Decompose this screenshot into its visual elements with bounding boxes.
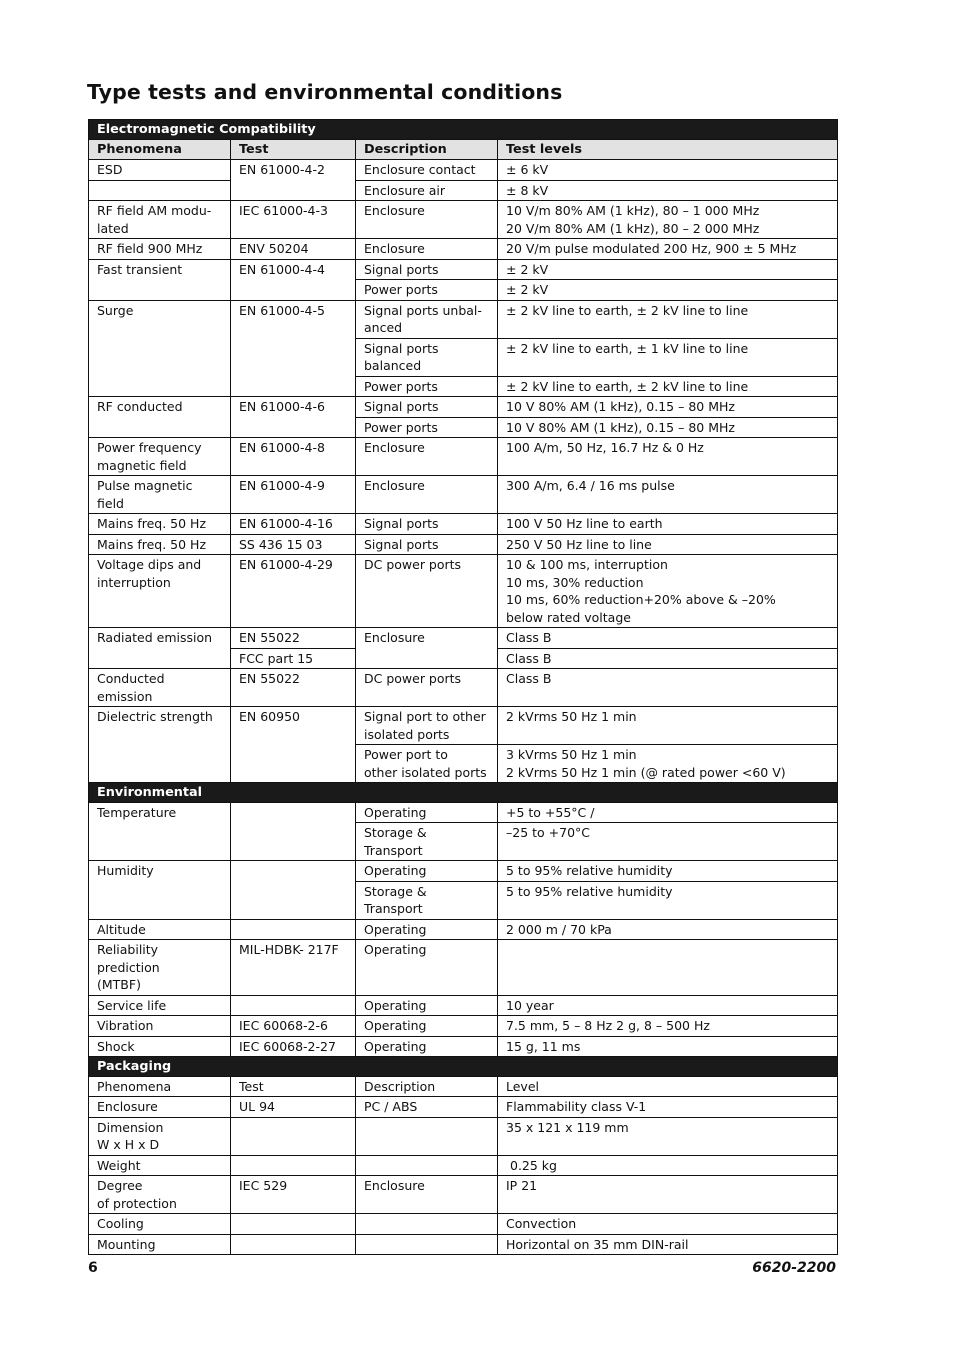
- cell-description: Operating: [356, 861, 498, 882]
- table-row: [89, 555, 838, 628]
- cell-phenomena: Power frequency magnetic field: [89, 438, 231, 476]
- cell-level: 10 year: [498, 995, 838, 1016]
- cell-level: IP 21: [498, 1176, 838, 1214]
- section-header-emc: [89, 120, 838, 140]
- cell-description: Power ports: [356, 280, 498, 301]
- cell-test: IEC 61000-4-3: [231, 201, 356, 239]
- cell-test: [231, 1117, 356, 1155]
- cell-test: EN 61000-4-6: [231, 397, 356, 438]
- cell-level: Level: [498, 1076, 838, 1097]
- cell-level: Class B: [498, 669, 838, 707]
- table-row: [89, 1076, 838, 1097]
- cell-description: Enclosure: [356, 476, 498, 514]
- cell-test: [231, 1234, 356, 1255]
- cell-test: EN 61000-4-29: [231, 555, 356, 628]
- table-row: [89, 1234, 838, 1255]
- cell-phenomena: RF field AM modu- lated: [89, 201, 231, 239]
- section-header-environmental: [89, 783, 838, 803]
- cell-description: DC power ports: [356, 669, 498, 707]
- cell-description: Storage & Transport: [356, 823, 498, 861]
- cell-description: Enclosure: [356, 628, 498, 669]
- cell-description: Enclosure: [356, 239, 498, 260]
- table-row: [89, 1036, 838, 1057]
- cell-test: [231, 1155, 356, 1176]
- cell-level: ± 2 kV line to earth, ± 2 kV line to line: [498, 300, 838, 338]
- table-row: [89, 1117, 838, 1155]
- cell-description: PC / ABS: [356, 1097, 498, 1118]
- cell-phenomena: Mounting: [89, 1234, 231, 1255]
- cell-level: 20 V/m pulse modulated 200 Hz, 900 ± 5 MHz: [498, 239, 838, 260]
- cell-description: Operating: [356, 1036, 498, 1057]
- cell-description: Signal port to other isolated ports: [356, 707, 498, 745]
- table-row: [89, 1176, 838, 1214]
- table-row: [89, 940, 838, 996]
- cell-phenomena: [89, 180, 231, 201]
- cell-test: FCC part 15: [231, 648, 356, 669]
- cell-test: EN 55022: [231, 628, 356, 649]
- cell-description: Enclosure air: [356, 180, 498, 201]
- cell-test: IEC 60068-2-27: [231, 1036, 356, 1057]
- table-row: [89, 534, 838, 555]
- cell-description: Signal ports: [356, 534, 498, 555]
- spec-table: [88, 119, 838, 1255]
- cell-test: MIL-HDBK- 217F: [231, 940, 356, 996]
- cell-test: [231, 995, 356, 1016]
- cell-test: EN 61000-4-8: [231, 438, 356, 476]
- cell-test: [231, 861, 356, 920]
- cell-test: EN 61000-4-2: [231, 160, 356, 201]
- header-test: Test: [231, 139, 356, 160]
- table-row: [89, 1016, 838, 1037]
- table-row: [89, 1214, 838, 1235]
- table-row: [89, 919, 838, 940]
- table-row: [89, 861, 838, 882]
- cell-phenomena: Mains freq. 50 Hz: [89, 534, 231, 555]
- cell-description: Power port to other isolated ports: [356, 745, 498, 783]
- cell-phenomena: Mains freq. 50 Hz: [89, 514, 231, 535]
- cell-level: 2 kVrms 50 Hz 1 min: [498, 707, 838, 745]
- cell-phenomena: Surge: [89, 300, 231, 397]
- cell-description: Signal ports: [356, 514, 498, 535]
- table-row: [89, 438, 838, 476]
- cell-description: Signal ports unbal- anced: [356, 300, 498, 338]
- cell-description: Enclosure contact: [356, 160, 498, 181]
- document-number: 6620-2200: [752, 1260, 836, 1276]
- header-description: Description: [356, 139, 498, 160]
- cell-description: DC power ports: [356, 555, 498, 628]
- cell-test: EN 61000-4-4: [231, 259, 356, 300]
- cell-description: Operating: [356, 995, 498, 1016]
- cell-test: EN 60950: [231, 707, 356, 783]
- cell-level: Horizontal on 35 mm DIN-rail: [498, 1234, 838, 1255]
- cell-phenomena: RF field 900 MHz: [89, 239, 231, 260]
- cell-description: Signal ports: [356, 397, 498, 418]
- cell-phenomena: Dimension W x H x D: [89, 1117, 231, 1155]
- cell-phenomena: Dielectric strength: [89, 707, 231, 783]
- section-label: Packaging: [89, 1057, 838, 1077]
- cell-phenomena: Cooling: [89, 1214, 231, 1235]
- cell-test: SS 436 15 03: [231, 534, 356, 555]
- cell-level: [498, 940, 838, 996]
- cell-level: 100 V 50 Hz line to earth: [498, 514, 838, 535]
- cell-description: Operating: [356, 1016, 498, 1037]
- cell-test: EN 61000-4-9: [231, 476, 356, 514]
- cell-test: Test: [231, 1076, 356, 1097]
- cell-description: Enclosure: [356, 1176, 498, 1214]
- cell-test: IEC 529: [231, 1176, 356, 1214]
- cell-phenomena: Altitude: [89, 919, 231, 940]
- table-row: [89, 397, 838, 418]
- cell-test: UL 94: [231, 1097, 356, 1118]
- cell-level: Class B: [498, 648, 838, 669]
- section-label: Electromagnetic Compatibility: [89, 120, 838, 140]
- header-levels: Test levels: [498, 139, 838, 160]
- cell-test: EN 61000-4-16: [231, 514, 356, 535]
- page-number: 6: [88, 1260, 98, 1276]
- cell-phenomena: Humidity: [89, 861, 231, 920]
- table-row: [89, 259, 838, 280]
- cell-level: 100 A/m, 50 Hz, 16.7 Hz & 0 Hz: [498, 438, 838, 476]
- cell-phenomena: Vibration: [89, 1016, 231, 1037]
- cell-level: Convection: [498, 1214, 838, 1235]
- table-row: [89, 1097, 838, 1118]
- cell-test: [231, 919, 356, 940]
- cell-test: [231, 1214, 356, 1235]
- cell-test: ENV 50204: [231, 239, 356, 260]
- page-title: Type tests and environmental conditions: [87, 80, 563, 104]
- cell-phenomena: Enclosure: [89, 1097, 231, 1118]
- cell-level: 0.25 kg: [498, 1155, 838, 1176]
- cell-level: 10 V 80% AM (1 kHz), 0.15 – 80 MHz: [498, 417, 838, 438]
- table-row: [89, 514, 838, 535]
- cell-description: Operating: [356, 802, 498, 823]
- table-row: [89, 669, 838, 707]
- cell-phenomena: Pulse magnetic field: [89, 476, 231, 514]
- cell-level: 10 V 80% AM (1 kHz), 0.15 – 80 MHz: [498, 397, 838, 418]
- cell-level: 3 kVrms 50 Hz 1 min 2 kVrms 50 Hz 1 min (@ rated power <60 V): [498, 745, 838, 783]
- table-row: [89, 160, 838, 181]
- cell-description: Storage & Transport: [356, 881, 498, 919]
- section-label: Environmental: [89, 783, 838, 803]
- cell-level: 7.5 mm, 5 – 8 Hz 2 g, 8 – 500 Hz: [498, 1016, 838, 1037]
- cell-description: Operating: [356, 940, 498, 996]
- cell-description: Signal ports balanced: [356, 338, 498, 376]
- table-row: [89, 628, 838, 649]
- table-row: [89, 802, 838, 823]
- cell-level: 250 V 50 Hz line to line: [498, 534, 838, 555]
- cell-phenomena: Shock: [89, 1036, 231, 1057]
- cell-phenomena: Conducted emission: [89, 669, 231, 707]
- cell-level: Class B: [498, 628, 838, 649]
- column-headers: [89, 139, 838, 160]
- table-row: [89, 300, 838, 338]
- cell-phenomena: Degree of protection: [89, 1176, 231, 1214]
- cell-description: [356, 1155, 498, 1176]
- cell-description: [356, 1234, 498, 1255]
- table-row: [89, 995, 838, 1016]
- cell-description: Description: [356, 1076, 498, 1097]
- cell-phenomena: ESD: [89, 160, 231, 181]
- cell-level: ± 2 kV: [498, 259, 838, 280]
- cell-test: EN 55022: [231, 669, 356, 707]
- cell-level: ± 2 kV: [498, 280, 838, 301]
- cell-phenomena: Service life: [89, 995, 231, 1016]
- table-row: [89, 239, 838, 260]
- cell-level: 2 000 m / 70 kPa: [498, 919, 838, 940]
- cell-phenomena: Phenomena: [89, 1076, 231, 1097]
- cell-level: 15 g, 11 ms: [498, 1036, 838, 1057]
- cell-level: +5 to +55°C /: [498, 802, 838, 823]
- cell-description: Enclosure: [356, 438, 498, 476]
- section-header-packaging: [89, 1057, 838, 1077]
- cell-test: [231, 802, 356, 861]
- cell-description: Signal ports: [356, 259, 498, 280]
- cell-description: Enclosure: [356, 201, 498, 239]
- cell-test: EN 61000-4-5: [231, 300, 356, 397]
- table-row: [89, 707, 838, 745]
- cell-description: Power ports: [356, 417, 498, 438]
- cell-level: 5 to 95% relative humidity: [498, 881, 838, 919]
- cell-phenomena: Radiated emission: [89, 628, 231, 669]
- cell-level: ± 6 kV: [498, 160, 838, 181]
- table-row: [89, 476, 838, 514]
- cell-level: 5 to 95% relative humidity: [498, 861, 838, 882]
- cell-phenomena: Reliability prediction (MTBF): [89, 940, 231, 996]
- cell-description: Power ports: [356, 376, 498, 397]
- cell-phenomena: RF conducted: [89, 397, 231, 438]
- cell-phenomena: Temperature: [89, 802, 231, 861]
- cell-phenomena: Weight: [89, 1155, 231, 1176]
- header-phenomena: Phenomena: [89, 139, 231, 160]
- table-row: [89, 180, 838, 201]
- cell-level: 300 A/m, 6.4 / 16 ms pulse: [498, 476, 838, 514]
- table-row: [89, 1155, 838, 1176]
- cell-level: 10 V/m 80% AM (1 kHz), 80 – 1 000 MHz 20 V/m 80% AM (1 kHz), 80 – 2 000 MHz: [498, 201, 838, 239]
- cell-level: ± 2 kV line to earth, ± 2 kV line to line: [498, 376, 838, 397]
- cell-level: 10 & 100 ms, interruption 10 ms, 30% reduction 10 ms, 60% reduction+20% above & –20% below rated voltage: [498, 555, 838, 628]
- cell-phenomena: Fast transient: [89, 259, 231, 300]
- cell-level: ± 2 kV line to earth, ± 1 kV line to line: [498, 338, 838, 376]
- cell-level: 35 x 121 x 119 mm: [498, 1117, 838, 1155]
- cell-level: Flammability class V-1: [498, 1097, 838, 1118]
- cell-description: [356, 1117, 498, 1155]
- cell-phenomena: Voltage dips and interruption: [89, 555, 231, 628]
- cell-level: ± 8 kV: [498, 180, 838, 201]
- cell-level: –25 to +70°C: [498, 823, 838, 861]
- table-row: [89, 201, 838, 239]
- cell-description: Operating: [356, 919, 498, 940]
- cell-description: [356, 1214, 498, 1235]
- cell-test: IEC 60068-2-6: [231, 1016, 356, 1037]
